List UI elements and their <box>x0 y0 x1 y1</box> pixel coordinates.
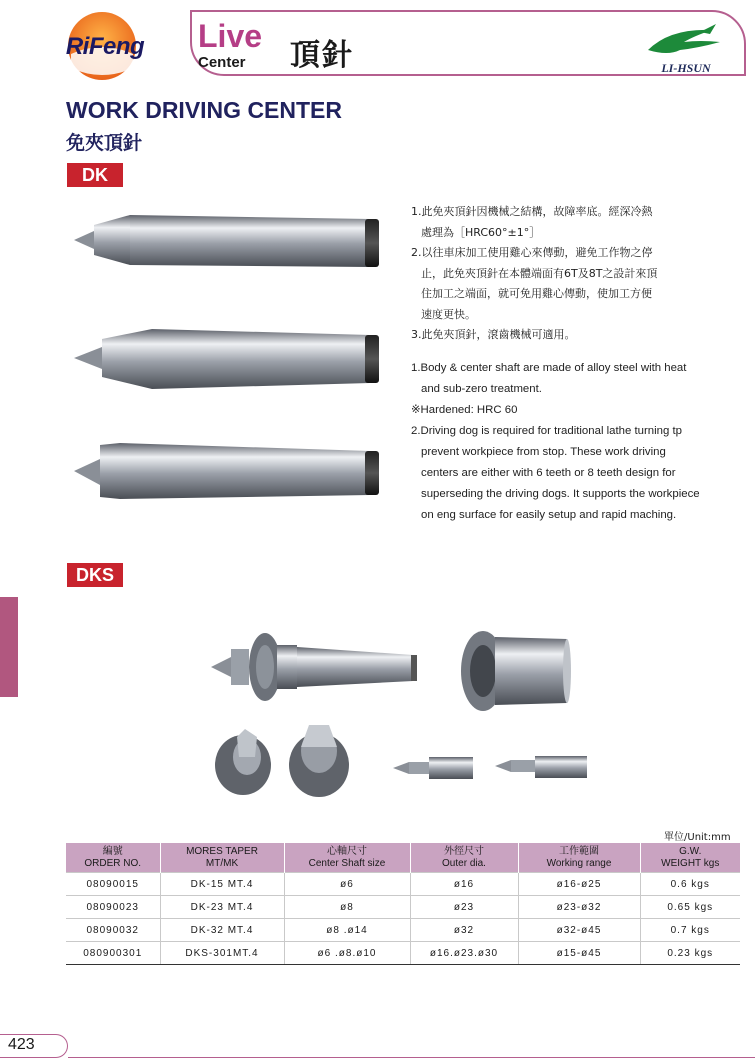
note-en-line: 1.Body & center shaft are made of alloy steel with heat <box>411 362 687 374</box>
section-tag-dks: DKS <box>67 563 123 587</box>
notes-chinese <box>411 202 711 346</box>
note-en-line: on eng surface for easily setup and rapid maching. <box>421 509 677 521</box>
dks-center-pin-2 <box>495 756 587 778</box>
col-header-taper: MORES TAPER MT/MK <box>160 843 284 873</box>
cell-order-no: 08090023 <box>66 896 160 919</box>
logo-text: RiFeng <box>65 33 145 60</box>
col-header-order-no: 編號 ORDER NO. <box>66 843 160 873</box>
cell-taper: DK-15 MT.4 <box>160 873 284 896</box>
table-header-row <box>66 843 740 873</box>
cell-working-range: ø15-ø45 <box>518 942 640 965</box>
cell-shaft-size: ø6 .ø8.ø10 <box>284 942 410 965</box>
brand-title-cn: 頂針 <box>290 38 354 73</box>
cell-order-no: 08090015 <box>66 873 160 896</box>
page-number: 423 <box>8 1036 35 1053</box>
brand-live: Live <box>198 18 263 54</box>
unit-label: 單位/Unit:mm <box>664 832 731 843</box>
cell-shaft-size: ø8 .ø14 <box>284 919 410 942</box>
page-title-cn: 免夾頂針 <box>66 132 143 154</box>
note-cn-line: 速度更快。 <box>421 307 476 321</box>
cell-weight: 0.7 kgs <box>640 919 740 942</box>
cell-working-range: ø23-ø32 <box>518 896 640 919</box>
cell-outer-dia: ø23 <box>410 896 518 919</box>
note-en-line: and sub-zero treatment. <box>421 383 542 395</box>
cell-working-range: ø16-ø25 <box>518 873 640 896</box>
dks-sleeve <box>461 631 571 711</box>
bird-logo-icon <box>640 20 730 60</box>
col-header-working-range: 工作範圍 Working range <box>518 843 640 873</box>
note-en-line: 2.Driving dog is required for traditional lathe turning tp <box>411 425 682 437</box>
note-cn-line: 3.此免夾頂針，滾齒機械可適用。 <box>411 328 576 341</box>
cell-taper: DK-32 MT.4 <box>160 919 284 942</box>
brand-li-hsun: LI-HSUN <box>661 61 711 75</box>
dks-drive-head-6t <box>215 729 271 795</box>
note-en-line: centers are either with 6 teeth or 8 teeth design for <box>421 467 676 479</box>
dk-center-1 <box>74 215 379 267</box>
footer-line <box>68 1057 755 1058</box>
table-row <box>66 919 740 942</box>
note-en-line: superseding the driving dogs. It supports the workpiece <box>421 488 700 500</box>
col-header-weight: G.W. WEIGHT kgs <box>640 843 740 873</box>
side-tab <box>0 597 18 697</box>
note-en-line: ※Hardened: HRC 60 <box>411 404 518 416</box>
dks-product-images <box>205 625 605 825</box>
dks-center-assembly <box>211 633 417 701</box>
cell-order-no: 080900301 <box>66 942 160 965</box>
cell-taper: DKS-301MT.4 <box>160 942 284 965</box>
cell-weight: 0.6 kgs <box>640 873 740 896</box>
cell-outer-dia: ø16.ø23.ø30 <box>410 942 518 965</box>
dk-center-3 <box>74 443 379 499</box>
cell-order-no: 08090032 <box>66 919 160 942</box>
section-tag-dk: DK <box>67 163 123 187</box>
col-header-outer-dia: 外徑尺寸 Outer dia. <box>410 843 518 873</box>
dks-center-pin-1 <box>393 757 473 779</box>
note-cn-line: 處理為［HRC60°±1°］ <box>421 225 541 239</box>
cell-shaft-size: ø6 <box>284 873 410 896</box>
dk-center-2 <box>74 329 379 389</box>
cell-outer-dia: ø16 <box>410 873 518 896</box>
cell-weight: 0.23 kgs <box>640 942 740 965</box>
table-row <box>66 896 740 919</box>
spec-table <box>66 843 740 965</box>
page-title: WORK DRIVING CENTER <box>66 97 342 123</box>
cell-weight: 0.65 kgs <box>640 896 740 919</box>
cell-outer-dia: ø32 <box>410 919 518 942</box>
notes-english <box>411 358 731 526</box>
brand-center: Center <box>198 54 246 71</box>
table-row <box>66 942 740 965</box>
note-cn-line: 1.此免夾頂針因機械之結構，故障率底。經深冷熱 <box>411 205 653 218</box>
note-cn-line: 住加工之端面，就可免用雞心傳動，使加工方便 <box>421 287 652 300</box>
note-cn-line: 2.以往車床加工使用雞心來傳動，避免工作物之停 <box>411 246 653 259</box>
cell-taper: DK-23 MT.4 <box>160 896 284 919</box>
note-cn-line: 止，此免夾頂針在本體端面有6T及8T之設計來頂 <box>421 266 658 280</box>
col-header-shaft-size: 心軸尺寸 Center Shaft size <box>284 843 410 873</box>
table-row <box>66 873 740 896</box>
cell-working-range: ø32-ø45 <box>518 919 640 942</box>
dk-product-images <box>60 195 390 510</box>
dks-drive-head-8t <box>289 725 349 797</box>
cell-shaft-size: ø8 <box>284 896 410 919</box>
note-en-line: prevent workpiece from stop. These work driving <box>421 446 666 458</box>
